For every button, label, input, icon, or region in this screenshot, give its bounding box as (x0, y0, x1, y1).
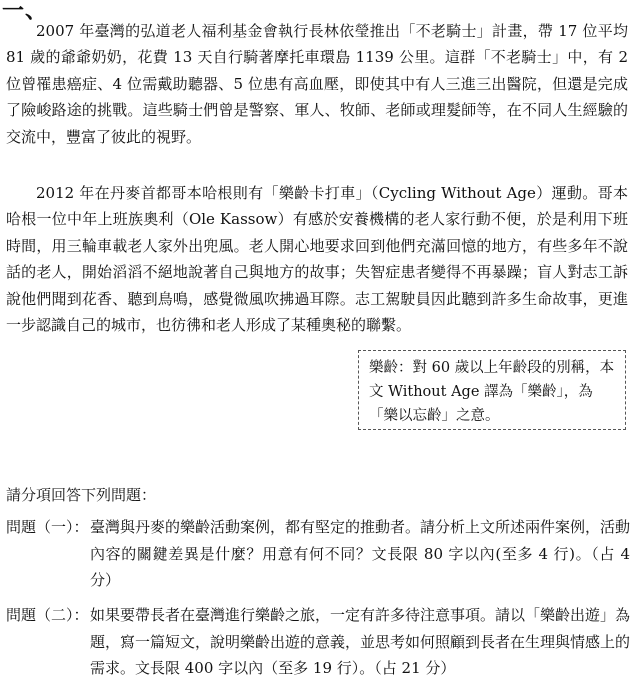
question-1 (6, 514, 630, 594)
section-heading: 一、 (2, 0, 49, 24)
question-1-label: 問題（一）： (6, 518, 89, 536)
glossary-note-box: 樂齡：對 60 歲以上年齡段的別稱，本文 Without Age 譯為「樂齡」，為「樂以忘齡」之意。 (358, 350, 626, 430)
question-2-label: 問題（二）： (6, 606, 89, 624)
question-2 (6, 602, 630, 682)
question-1-text: 臺灣與丹麥的樂齡活動案例，都有堅定的推動者。請分析上文所述兩件案例，活動內容的關鍵差異是什麼？用意有何不同？文長限 80 字以內(至多 4 行)。（占 4 分） (90, 518, 631, 589)
passage-paragraph-2: 2012 年在丹麥首都哥本哈根則有「樂齡卡打車」（Cycling Without Age）運動。哥本哈根一位中年上班族奧利（Ole Kassow）有感於安養機構的老人家行動不便，於是利用下班時間，用三輪車載老人家外出兜風。老人開心地要求回到他們充滿回憶的地方，有些多年不說話的老人，開始滔滔不絕地說著自己與地方的故事；失智症患者變得不再暴躁；盲人對志工訴說他們聞到花香、聽到鳥鳴，感覺微風吹拂過耳際。志工駕駛員因此聽到許多生命故事，更進一步認識自己的城市，也彷彿和老人形成了某種奧秘的聯繫。 (6, 184, 628, 335)
instructions: 請分項回答下列問題： (6, 486, 157, 504)
question-2-text: 如果要帶長者在臺灣進行樂齡之旅，一定有許多待注意事項。請以「樂齡出遊」為題，寫一篇短文，說明樂齡出遊的意義，並思考如何照顧到長者在生理與情感上的需求。文長限 400 字以內（至多 19 行）。（占 21 分） (90, 606, 631, 677)
passage-paragraph-1: 2007 年臺灣的弘道老人福利基金會執行長林依瑩推出「不老騎士」計畫，帶 17 位平均 81 歲的爺爺奶奶，花費 13 天自行騎著摩托車環島 1139 公里。這群「不老騎士」中，有 2 位曾罹患癌症、4 位需戴助聽器、5 位患有高血壓，即使其中有人三進三出醫院，但還是完成了險峻路途的挑戰。這些騎士們曾是警察、軍人、牧師、老師或理髮師等，在不同人生經驗的交流中，豐富了彼此的視野。 (6, 22, 628, 146)
